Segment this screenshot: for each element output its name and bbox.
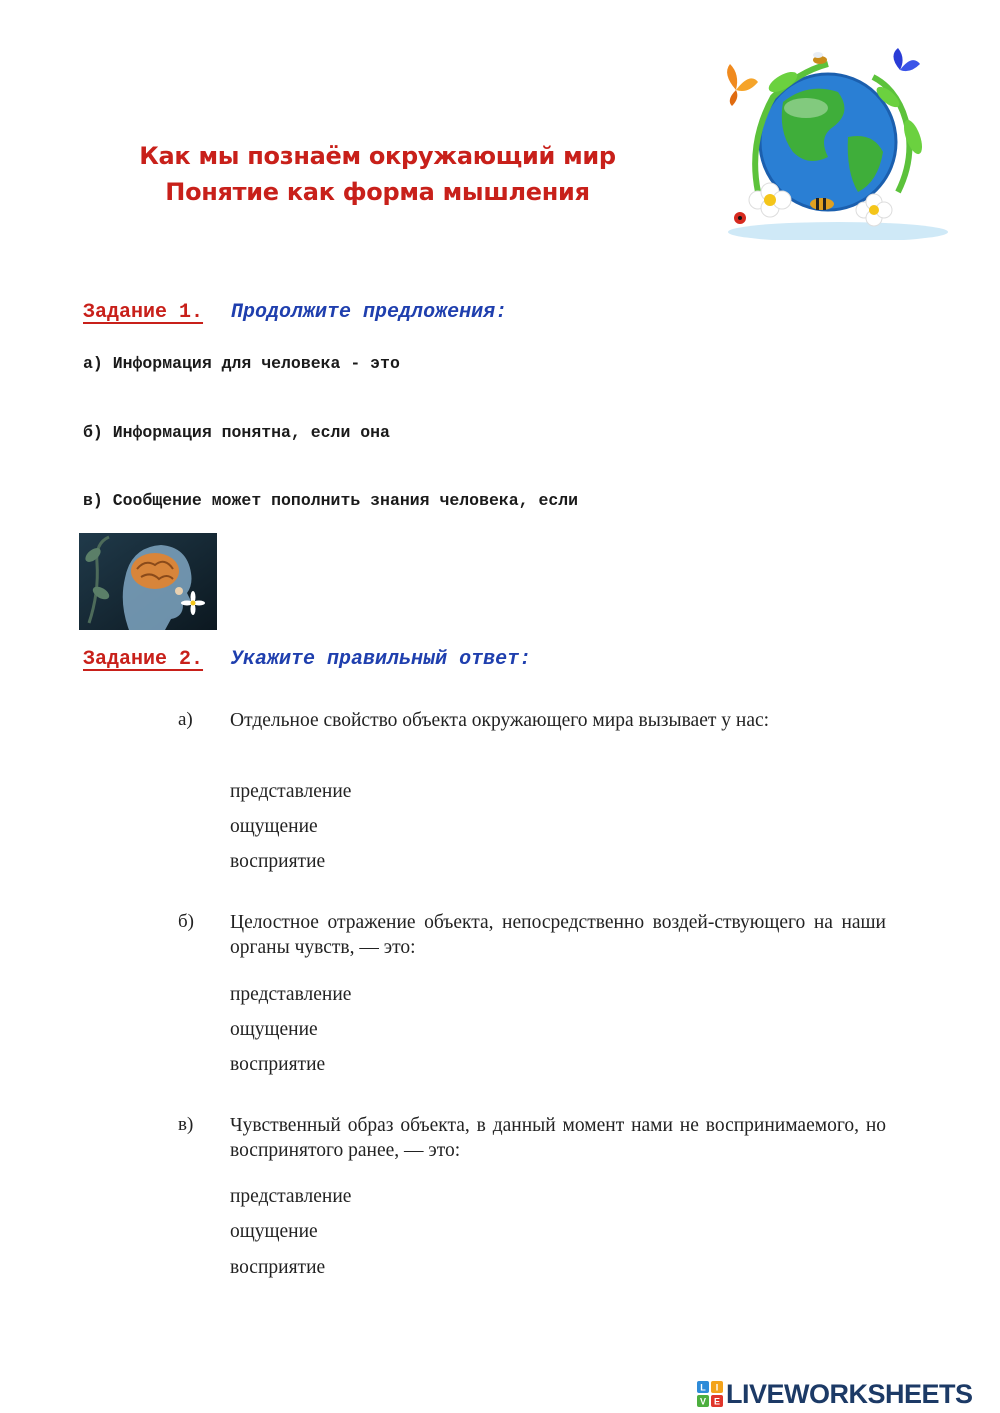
task-2-number: Задание 2. (83, 648, 204, 671)
svg-text:L: L (700, 1382, 706, 1393)
question-c-option-1[interactable]: представление (230, 1186, 352, 1207)
question-a-option-2[interactable]: ощущение (230, 816, 318, 837)
question-b-option-1[interactable]: представление (230, 984, 352, 1005)
question-c-letter: в) (178, 1114, 194, 1135)
task-1-item-c: в) Сообщение может пополнить знания человека, если (83, 491, 579, 510)
title-line-1: Как мы познаём окружающий мир (139, 142, 616, 170)
question-b-option-2[interactable]: ощущение (230, 1019, 318, 1040)
liveworksheets-brand (697, 1378, 973, 1410)
question-b-letter: б) (178, 911, 194, 932)
question-a-option-1[interactable]: представление (230, 781, 352, 802)
brand-text: LIVEWORKSHEETS (726, 1378, 973, 1409)
question-b-option-3[interactable]: восприятие (230, 1054, 326, 1075)
question-c-option-3[interactable]: восприятие (230, 1257, 326, 1278)
question-c-text: Чувственный образ объекта, в данный момент нами не воспринимаемого, но воспринятого ранее, — это: (230, 1115, 886, 1161)
globe-nature-illustration (688, 42, 968, 240)
svg-text:E: E (713, 1396, 721, 1407)
svg-text:V: V (699, 1396, 707, 1407)
task-1-item-a: а) Информация для человека - это (83, 354, 400, 373)
human-head-brain-illustration (79, 533, 217, 630)
question-b-text: Целостное отражение объекта, непосредственно воздей-ствующего на наши органы чувств, — это: (230, 912, 886, 958)
liveworksheets-logo-icon (697, 1381, 723, 1407)
svg-text:I: I (715, 1382, 719, 1393)
task-2-instruction: Укажите правильный ответ: (231, 648, 532, 671)
question-a-letter: а) (178, 709, 193, 730)
task-1-item-b: б) Информация понятна, если она (83, 423, 390, 442)
task-1-instruction: Продолжите предложения: (231, 301, 508, 324)
question-a-text: Отдельное свойство объекта окружающего мира вызывает у нас: (230, 710, 770, 731)
title-line-2: Понятие как форма мышления (165, 178, 590, 206)
task-1-heading (83, 301, 507, 324)
task-1-number: Задание 1. (83, 301, 204, 324)
question-c-option-2[interactable]: ощущение (230, 1221, 318, 1242)
worksheet-title (130, 138, 625, 210)
question-a-option-3[interactable]: восприятие (230, 851, 326, 872)
task-2-heading (83, 648, 531, 671)
